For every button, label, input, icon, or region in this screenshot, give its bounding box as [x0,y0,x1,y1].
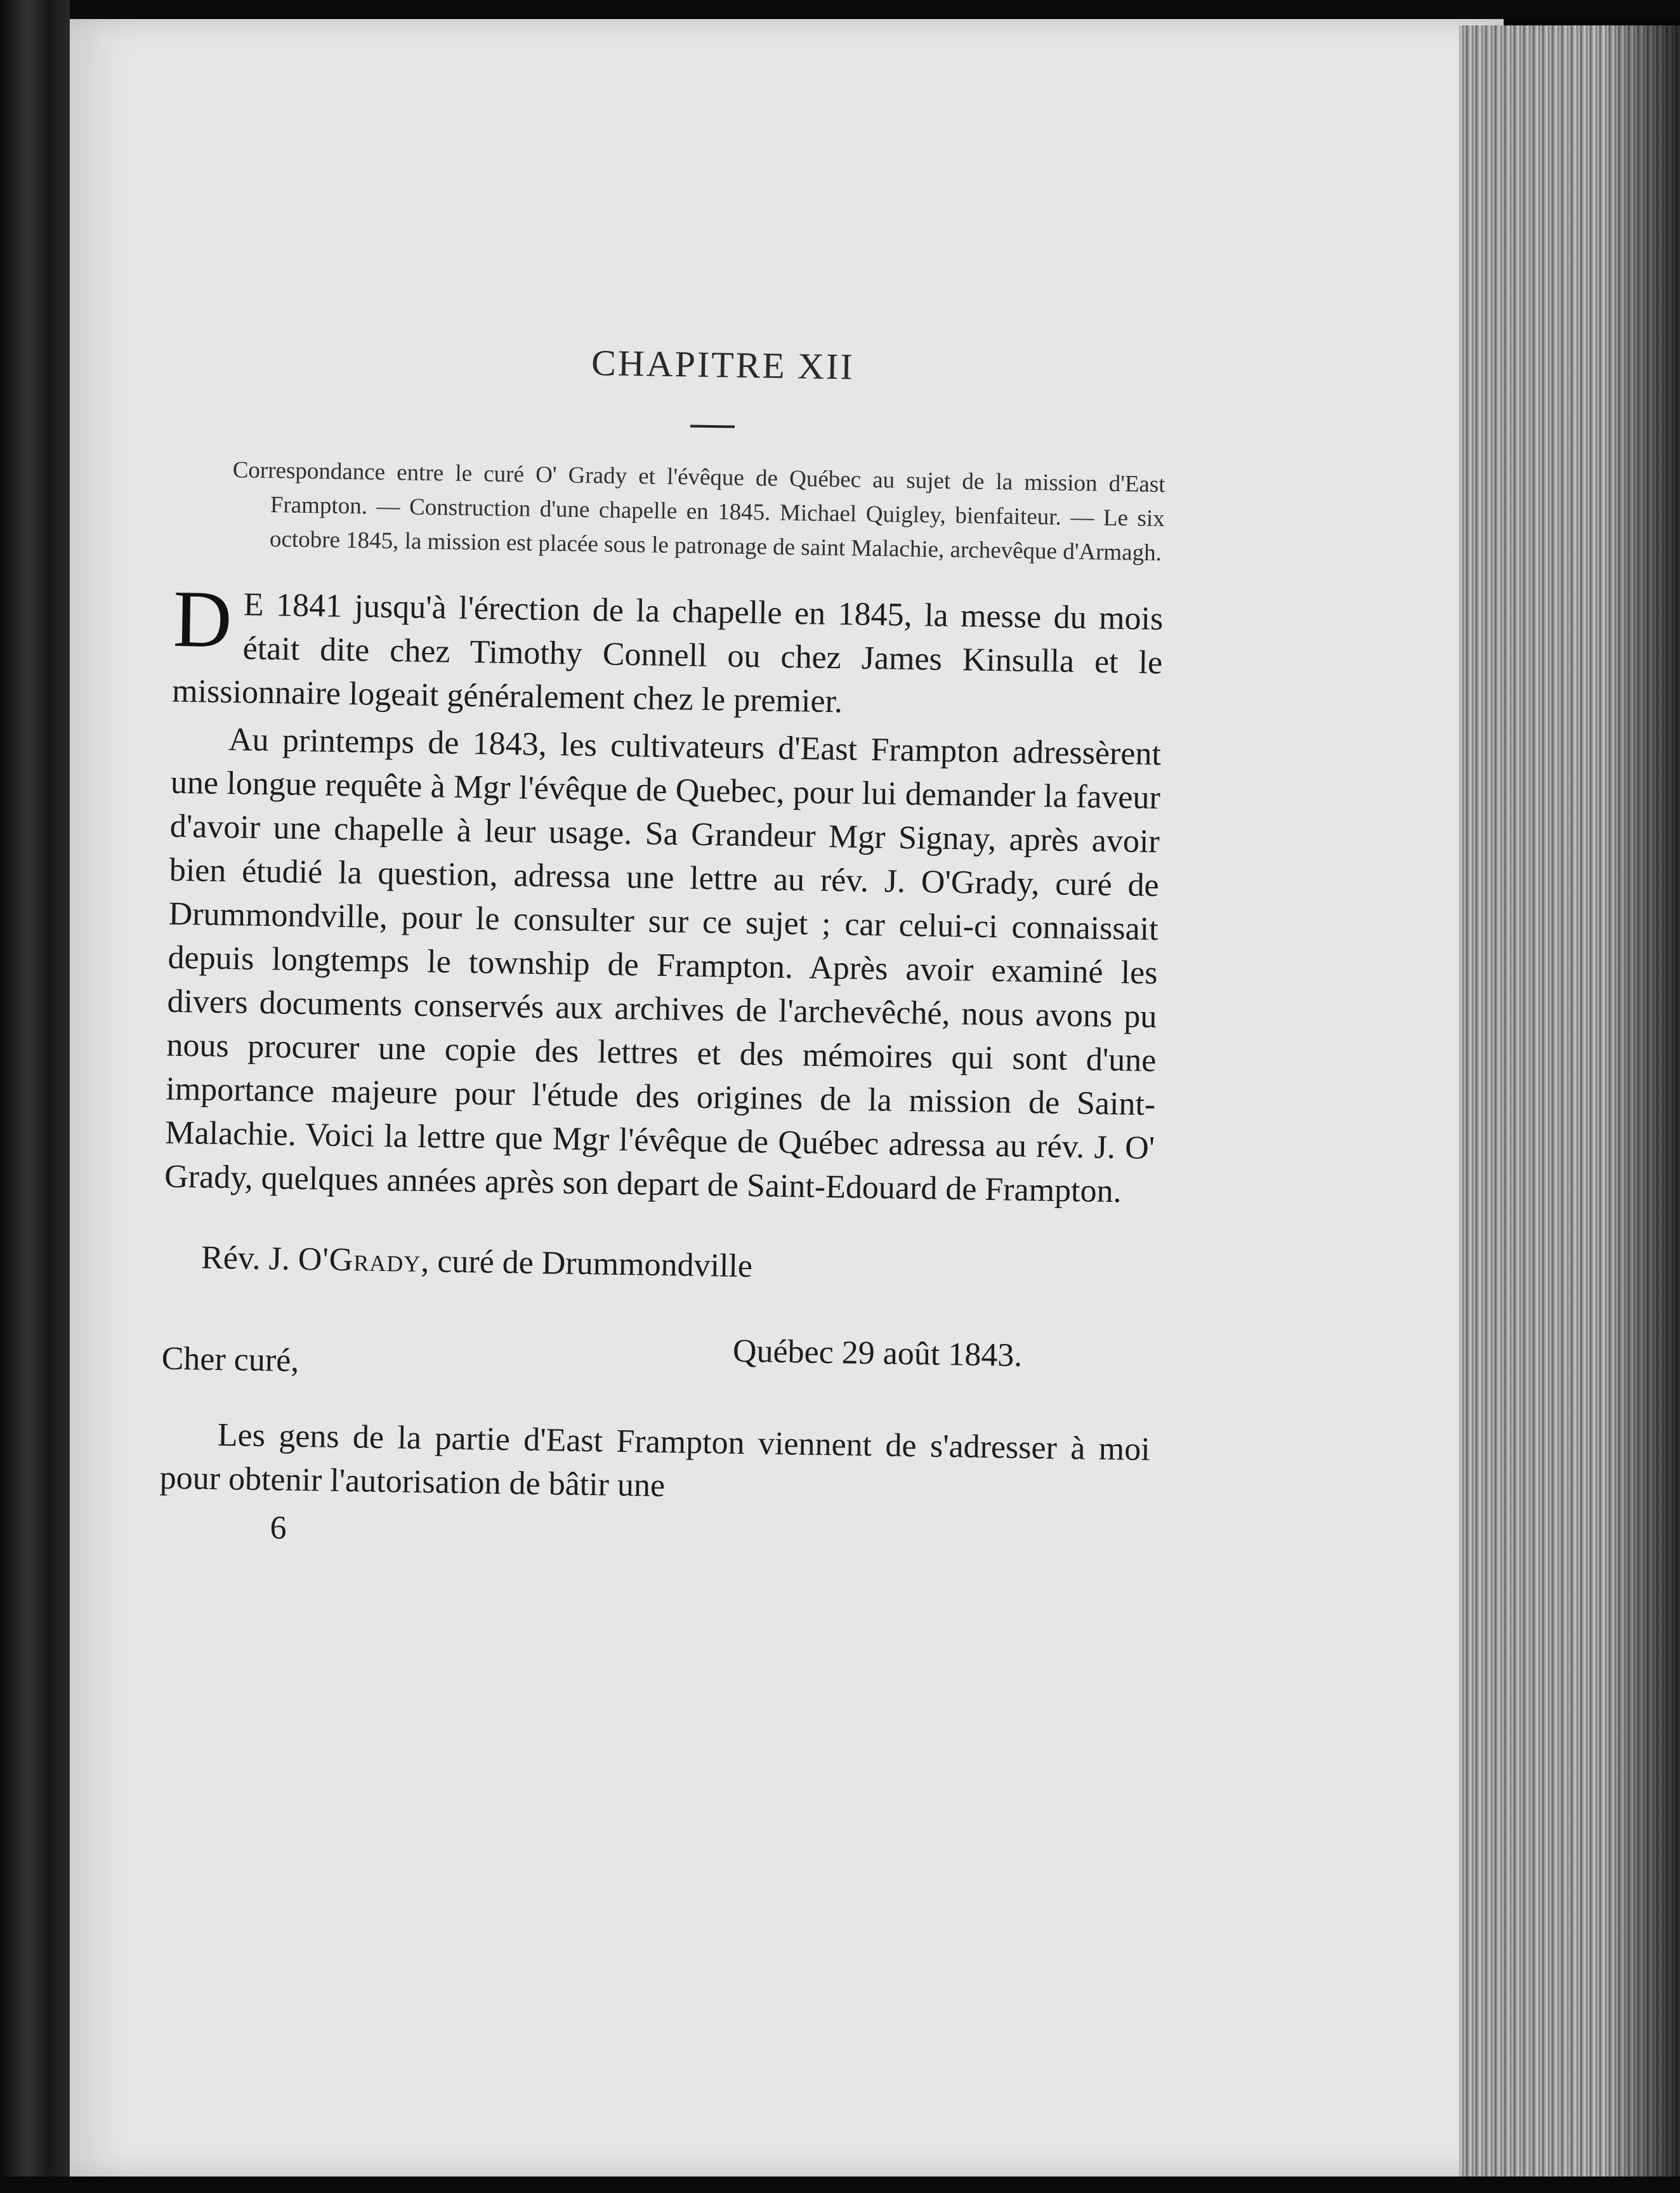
letter-salutation: Cher curé, [161,1340,299,1379]
address-suffix: , curé de Drummondville [420,1242,753,1285]
letter-dateline: Québec 29 août 1843. [732,1333,1023,1374]
letter-paragraph: Les gens de la partie d'East Frampton viennent de s'adresser à moi pour obtenir l'autorisation de bâtir une [159,1416,1151,1505]
book-gutter-edge [0,0,70,2193]
scan-top-border [0,0,1680,22]
address-name: O'Grady [298,1241,421,1279]
drop-cap: D [172,573,233,665]
book-fore-edge [1459,25,1680,2193]
chapter-summary: Correspondance entre le curé O' Grady et l'évêque de Québec au sujet de la mission d'East Frampton. — Construction d'une chapelle en 1845. Michael Quigley, bienfaiteur. — Le six octobre 1845, la mission est placée sous le patronage de saint Malachie, archevêque d'Armagh. [232,457,1165,567]
opening-paragraph [171,573,1164,728]
title-rule [690,425,735,428]
page-number: 6 [270,1510,287,1546]
address-prefix: Rév. J. [200,1239,299,1277]
body-paragraph: Au printemps de 1843, les cultivateurs d'East Frampton adressèrent une longue requête à Mgr l'évêque de Quebec, pour lui demander la faveur d'avoir une chapelle à leur usage. Sa Grandeur Mgr Signay, après avoir bien étudié la question, adressa une lettre au rév. J. O'Grady, curé de Drummondville, pour le consulter sur ce sujet ; car celui-ci connaissait depuis longtemps le township de Frampton. Après avoir examiné les divers documents conservés aux archives de l'archevêché, nous avons pu nous procurer une copie des lettres et des mémoires qui sont d'une importance majeure pour l'étude des origines de la mission de Saint-Malachie. Voici la lettre que Mgr l'évêque de Québec adressa au rév. J. O' Grady, quelques années après son depart de Saint-Edouard de Frampton. [164,721,1162,1210]
scan-bottom-border [0,2177,1680,2193]
letter-address [201,1236,1153,1295]
page-text-block [159,335,1167,1560]
opening-paragraph-text: E 1841 jusqu'à l'érection de la chapelle en 1845, la messe du mois était dite chez Timothy Connell ou chez James Kinsulla et le missionnaire logeait généralement chez le premier. [171,586,1164,720]
chapter-title: CHAPITRE XII [591,342,855,388]
letter-heading [162,1324,1152,1383]
